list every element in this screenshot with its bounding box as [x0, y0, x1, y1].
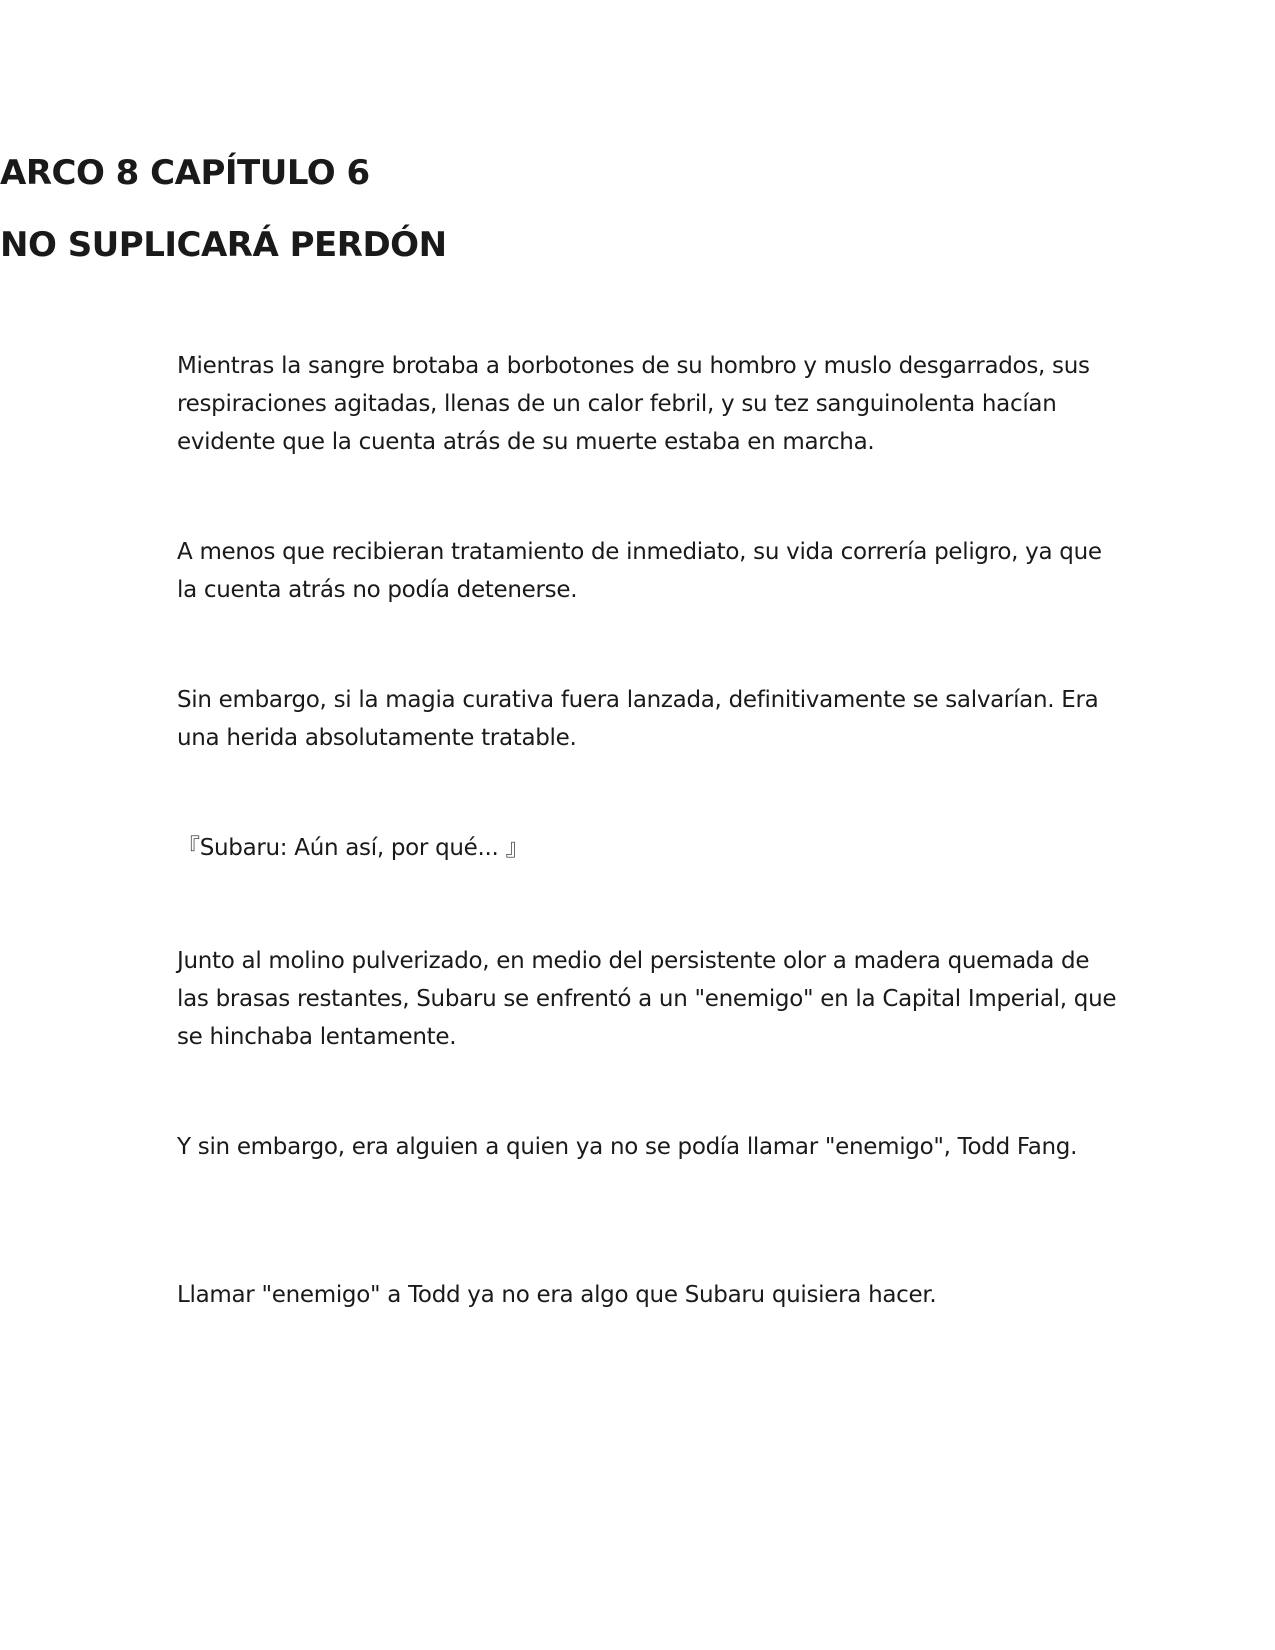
paragraph-7: Llamar "enemigo" a Todd ya no era algo que Subaru quisiera hacer. [177, 1282, 937, 1308]
paragraph-1: Mientras la sangre brotaba a borbotones de su hombro y muslo desgarrados, sus respiraciones agitadas, llenas de un calor febril, y su tez sanguinolenta hacían evidente que la cuenta atrás de su muerte estaba en marcha. [177, 353, 1090, 455]
paragraph-5: Junto al molino pulverizado, en medio del persistente olor a madera quemada de las brasas restantes, Subaru se enfrentó a un "enemigo" en la Capital Imperial, que se hinchaba lentamente. [177, 948, 1117, 1050]
chapter-title: ARCO 8 CAPÍTULO 6 [0, 153, 370, 193]
paragraph-3: Sin embargo, si la magia curativa fuera lanzada, definitivamente se salvarían. Era una herida absolutamente tratable. [177, 687, 1099, 751]
chapter-subtitle: NO SUPLICARÁ PERDÓN [0, 225, 447, 265]
paragraph-6: Y sin embargo, era alguien a quien ya no se podía llamar "enemigo", Todd Fang. [177, 1134, 1078, 1160]
paragraph-2: A menos que recibieran tratamiento de inmediato, su vida correría peligro, ya que la cuenta atrás no podía detenerse. [177, 539, 1102, 603]
dialogue-line: 『Subaru: Aún así, por qué... 』 [177, 835, 529, 861]
